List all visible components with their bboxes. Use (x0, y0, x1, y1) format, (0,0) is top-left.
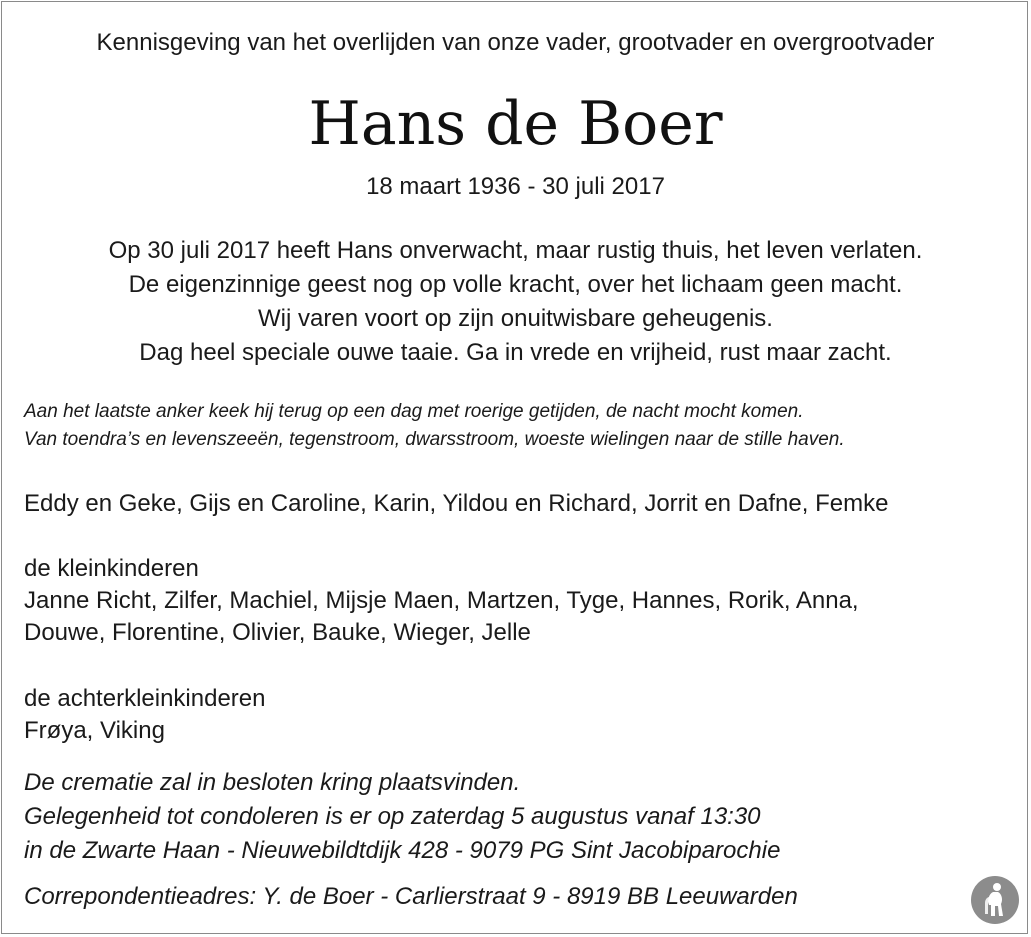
greatgrandchildren-names: Frøya, Viking (24, 717, 165, 744)
poem-line: Wij varen voort op zijn onuitwisbare geheugenis. (258, 305, 773, 332)
children-list (24, 488, 888, 520)
poem-line: Dag heel speciale ouwe taaie. Ga in vrede en vrijheid, rust maar zacht. (139, 339, 892, 366)
greatgrandchildren-section (24, 683, 266, 747)
grandchildren-names: Douwe, Florentine, Olivier, Bauke, Wieger, Jelle (24, 619, 531, 646)
greatgrandchildren-heading: de achterkleinkinderen (24, 685, 266, 712)
funeral-details (24, 766, 780, 868)
funeral-line: Gelegenheid tot condoleren is er op zaterdag 5 augustus vanaf 13:30 (24, 803, 761, 830)
notice-intro: Kennisgeving van het overlijden van onze vader, grootvader en overgrootvader (96, 29, 935, 56)
funeral-line: De crematie zal in besloten kring plaatsvinden. (24, 769, 521, 796)
verse-line: Van toendra’s en levenszeeën, tegenstroom, dwarsstroom, woeste wielingen naar de stille haven. (24, 429, 845, 450)
verse-line: Aan het laatste anker keek hij terug op een dag met roerige getijden, de nacht mocht komen. (24, 401, 804, 422)
poem-line: De eigenzinnige geest nog op volle kracht, over het lichaam geen macht. (128, 271, 903, 298)
memorial-figure-icon (971, 876, 1019, 924)
deceased-name: Hans de Boer (308, 89, 723, 159)
funeral-line: in de Zwarte Haan - Nieuwebildtdijk 428 - 9079 PG Sint Jacobiparochie (24, 837, 781, 864)
verse (24, 398, 845, 454)
grandchildren-heading: de kleinkinderen (24, 555, 199, 582)
grandchildren-names: Janne Richt, Zilfer, Machiel, Mijsje Maen, Martzen, Tyge, Hannes, Rorik, Anna, (24, 587, 859, 614)
children-names: Eddy en Geke, Gijs en Caroline, Karin, Yildou en Richard, Jorrit en Dafne, Femke (24, 490, 889, 517)
poem-line: Op 30 juli 2017 heeft Hans onverwacht, maar rustig thuis, het leven verlaten. (108, 237, 923, 264)
grandchildren-section (24, 553, 859, 649)
life-dates: 18 maart 1936 - 30 juli 2017 (366, 173, 665, 200)
correspondence-address: Correpondentieadres: Y. de Boer - Carlierstraat 9 - 8919 BB Leeuwarden (24, 883, 798, 910)
poem (0, 234, 1031, 370)
